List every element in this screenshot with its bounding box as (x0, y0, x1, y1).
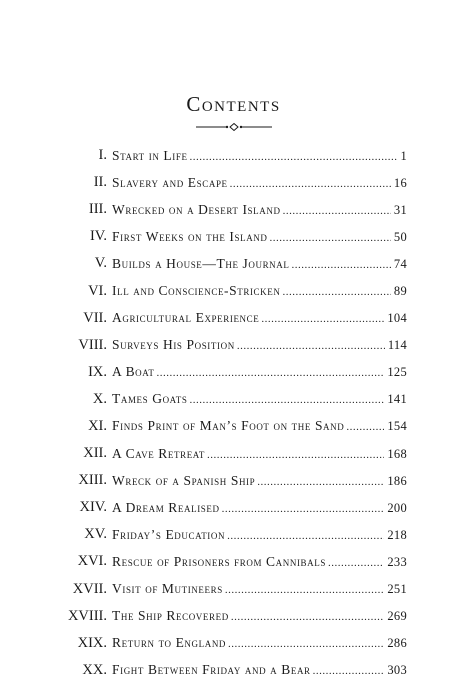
chapter-numeral: XV. (84, 526, 107, 543)
dot-leader (346, 421, 384, 433)
chapter-title: Finds Print of Man’s Foot on the Sand (112, 418, 345, 434)
dot-leader (228, 638, 384, 650)
chapter-numeral: XVI. (77, 553, 107, 570)
chapter-title: Slavery and Escape (112, 174, 228, 190)
chapter-page-number: 269 (387, 609, 407, 624)
page-title: Contents (186, 92, 281, 116)
chapter-entry (112, 500, 407, 516)
toc-entry[interactable] (0, 223, 467, 250)
chapter-title: Tames Goats (112, 391, 188, 407)
toc-entry[interactable] (0, 657, 467, 684)
chapter-title: Wrecked on a Desert Island (112, 201, 281, 217)
toc-entry[interactable] (0, 467, 467, 494)
chapter-title: A Cave Retreat (112, 445, 205, 461)
chapter-entry (112, 527, 407, 543)
chapter-entry (112, 581, 407, 597)
chapter-numeral: XI. (88, 417, 107, 434)
toc-entry[interactable] (0, 332, 467, 359)
chapter-entry (112, 310, 407, 326)
chapter-entry (112, 337, 407, 353)
toc-entry[interactable] (0, 630, 467, 657)
ornament-divider-icon (196, 122, 272, 132)
chapter-title: Fight Between Friday and a Bear (112, 662, 311, 678)
chapter-entry (112, 364, 407, 380)
chapter-entry (112, 418, 407, 434)
chapter-title: Wreck of a Spanish Ship (112, 472, 256, 488)
toc-entry[interactable] (0, 494, 467, 521)
chapter-title: Builds a House—The Journal (112, 255, 290, 271)
toc-entry[interactable] (0, 603, 467, 630)
chapter-page-number: 89 (393, 284, 407, 299)
dot-leader (189, 394, 384, 406)
chapter-page-number: 114 (387, 338, 407, 353)
dot-leader (261, 313, 384, 325)
chapter-page-number: 141 (387, 392, 407, 407)
chapter-page-number: 168 (387, 446, 407, 461)
chapter-title: Surveys His Position (112, 337, 235, 353)
chapter-numeral: VII. (83, 309, 107, 326)
dot-leader (257, 476, 384, 488)
chapter-numeral: IX. (88, 363, 107, 380)
chapter-page-number: 218 (387, 527, 407, 542)
dot-leader (328, 557, 384, 569)
chapter-title: A Boat (112, 364, 155, 380)
table-of-contents (0, 142, 467, 684)
toc-entry[interactable] (0, 521, 467, 548)
toc-entry[interactable] (0, 548, 467, 575)
chapter-title: Agricultural Experience (112, 310, 260, 326)
dot-leader (190, 151, 398, 163)
chapter-page-number: 251 (387, 582, 407, 597)
chapter-entry (112, 662, 407, 678)
toc-entry[interactable] (0, 440, 467, 467)
toc-entry[interactable] (0, 250, 467, 277)
dot-leader (283, 205, 391, 217)
dot-leader (237, 340, 385, 352)
dot-leader (230, 178, 391, 190)
chapter-numeral: XVIII. (67, 607, 107, 624)
chapter-entry (112, 473, 407, 489)
dot-leader (282, 286, 390, 298)
chapter-page-number: 286 (387, 636, 407, 651)
chapter-title: Start in Life (112, 147, 188, 163)
chapter-entry (112, 608, 407, 624)
toc-entry[interactable] (0, 196, 467, 223)
chapter-numeral: X. (92, 390, 107, 407)
chapter-page-number: 1 (400, 148, 407, 163)
chapter-numeral: XIII. (78, 472, 107, 489)
chapter-title: The Ship Recovered (112, 608, 229, 624)
dot-leader (156, 367, 384, 379)
chapter-numeral: V. (94, 255, 107, 272)
chapter-numeral: XX. (82, 661, 107, 678)
chapter-page-number: 200 (387, 500, 407, 515)
dot-leader (222, 503, 385, 515)
chapter-title: A Dream Realised (112, 499, 220, 515)
chapter-numeral: XIV. (79, 499, 107, 516)
chapter-title: Friday’s Education (112, 526, 226, 542)
chapter-entry (112, 635, 407, 651)
chapter-numeral: VIII. (78, 336, 107, 353)
dot-leader (225, 584, 385, 596)
chapter-entry (112, 391, 407, 407)
dot-leader (227, 530, 384, 542)
chapter-entry (112, 554, 407, 570)
dot-leader (313, 665, 385, 677)
chapter-entry (112, 175, 407, 191)
chapter-title: Return to England (112, 635, 227, 651)
chapter-numeral: III. (88, 201, 107, 218)
toc-entry[interactable] (0, 386, 467, 413)
dot-leader (270, 232, 391, 244)
toc-entry[interactable] (0, 413, 467, 440)
toc-entry[interactable] (0, 305, 467, 332)
chapter-page-number: 31 (393, 202, 407, 217)
chapter-page-number: 233 (387, 554, 407, 569)
chapter-title: First Weeks on the Island (112, 228, 268, 244)
chapter-page-number: 154 (387, 419, 407, 434)
chapter-numeral: XIX. (77, 634, 107, 651)
dot-leader (291, 259, 390, 271)
chapter-title: Ill and Conscience-Stricken (112, 283, 281, 299)
chapter-page-number: 104 (387, 311, 407, 326)
toc-entry[interactable] (0, 576, 467, 603)
chapter-title: Rescue of Prisoners from Cannibals (112, 553, 326, 569)
chapter-numeral: VI. (88, 282, 107, 299)
chapter-page-number: 74 (393, 256, 407, 271)
chapter-entry (112, 202, 407, 218)
chapter-page-number: 186 (387, 473, 407, 488)
chapter-entry (112, 283, 407, 299)
chapter-entry (112, 229, 407, 245)
chapter-page-number: 16 (393, 175, 407, 190)
toc-entry[interactable] (0, 169, 467, 196)
chapter-page-number: 303 (387, 663, 407, 678)
toc-entry[interactable] (0, 277, 467, 304)
chapter-numeral: XII. (83, 445, 107, 462)
chapter-entry (112, 446, 407, 462)
chapter-numeral: II. (93, 174, 107, 191)
chapter-numeral: IV. (89, 228, 107, 245)
dot-leader (207, 449, 384, 461)
dot-leader (231, 611, 385, 623)
toc-entry[interactable] (0, 359, 467, 386)
chapter-entry (112, 148, 407, 164)
toc-entry[interactable] (0, 142, 467, 169)
chapter-title: Visit of Mutineers (112, 581, 223, 597)
chapter-entry (112, 256, 407, 272)
chapter-numeral: XVII. (72, 580, 107, 597)
chapter-page-number: 50 (393, 229, 407, 244)
chapter-numeral: I. (98, 147, 107, 164)
chapter-page-number: 125 (387, 365, 407, 380)
